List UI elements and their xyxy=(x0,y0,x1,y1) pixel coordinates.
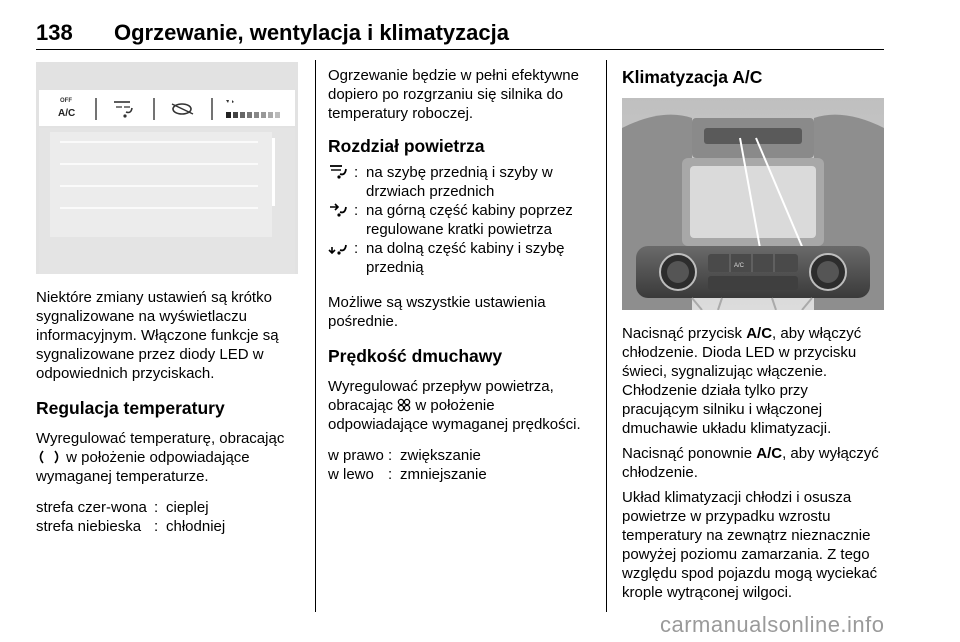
ac-on-paragraph xyxy=(622,324,888,438)
dehumidify-paragraph: Układ klimatyzacji chłodzi i osusza powietrze w przypadku wzrostu temperatury na zewnątrz nieznacznie powyżej poziomu zamarzania. Z tego względu spod pojazdu mogą wyciekać krople wytrąconej wilgoci. xyxy=(622,489,878,601)
fan-speed-text-a: Wyregulować przepływ powietrza, obracając xyxy=(328,378,554,414)
page-header xyxy=(36,12,884,50)
ac-button-ref: A/C xyxy=(756,445,783,462)
direction-term-left: w lewo xyxy=(328,466,374,483)
temperature-text-b: w położenie odpowiadające wymaganej temperaturze. xyxy=(36,449,250,485)
console-drawing xyxy=(622,98,884,310)
column-right xyxy=(622,66,888,602)
section-heading-fan-speed: Prędkość dmuchawy xyxy=(328,346,503,366)
watermark: carmanualsonline.info xyxy=(660,612,885,637)
column-divider xyxy=(315,60,316,612)
column-divider xyxy=(606,60,607,612)
temperature-zone-list xyxy=(36,498,298,536)
zone-term-red: strefa czer-wona xyxy=(36,499,147,516)
air-desc-footwell: na dolną część kabiny i szybę przednią xyxy=(366,240,565,276)
section-heading-temperature: Regulacja temperatury xyxy=(36,398,225,418)
air-desc-upper: na górną część kabiny poprzez regulowane kratki powietrza xyxy=(366,202,573,238)
air-sep: : xyxy=(354,240,359,257)
section-heading-air-distribution: Rozdział powietrza xyxy=(328,136,485,156)
zone-sep: : xyxy=(154,499,159,516)
temperature-text-a: Wyregulować temperaturę, obracając xyxy=(36,430,285,447)
intermediate-settings-note: Możliwe są wszystkie ustawienia pośrednie. xyxy=(328,294,546,330)
page-title: Ogrzewanie, wentylacja i klimatyzacja xyxy=(114,20,509,45)
heating-efficiency-paragraph: Ogrzewanie będzie w pełni efektywne dopiero po rozgrzaniu się silnika do temperatury roboczej. xyxy=(328,67,579,122)
windscreen-airflow-icon xyxy=(328,163,354,201)
photo-ac-label: A/C xyxy=(734,263,745,269)
ac-off-text-b: , aby wyłączyć chłodzenie. xyxy=(622,445,879,481)
direction-desc-decrease: zmniejszanie xyxy=(400,466,487,483)
intro-paragraph: Niektóre zmiany ustawień są krótko sygnalizowane na wyświetlaczu informacyjnym. Włączone funkcje są sygnalizowane przez diody LED w odpowiednich przyciskach. xyxy=(36,289,279,382)
temperature-paragraph xyxy=(36,429,298,486)
ac-off-label: OFF xyxy=(60,98,72,104)
fan-icon xyxy=(397,398,411,412)
air-desc-windscreen: na szybę przednią i szyby w drzwiach przednich xyxy=(366,164,553,200)
ac-button-ref: A/C xyxy=(746,325,773,342)
direction-sep: : xyxy=(388,466,393,483)
direction-desc-increase: zwiększanie xyxy=(400,447,481,464)
column-middle xyxy=(328,66,594,484)
ac-on-text-a: Nacisnąć przycisk xyxy=(622,325,743,342)
fan-direction-list xyxy=(328,446,594,484)
zone-term-blue: strefa niebieska xyxy=(36,518,142,535)
ac-on-text-b: , aby włączyć chłodzenie. Dioda LED w przycisku świeci, sygnalizując włączenie. Chłodzenie działa tylko przy pracującym silniku i włączonej dmuchawie układu klimatyzacji. xyxy=(622,325,862,437)
air-distribution-list xyxy=(328,163,594,277)
zone-sep: : xyxy=(154,518,159,535)
air-sep: : xyxy=(354,202,359,219)
direction-sep: : xyxy=(388,447,393,464)
center-console-photo xyxy=(622,98,884,310)
page-number: 138 xyxy=(36,20,73,45)
air-sep: : xyxy=(354,164,359,181)
climate-display-illustration xyxy=(36,62,298,274)
column-left xyxy=(36,62,298,536)
ac-off-paragraph xyxy=(622,444,888,482)
section-heading-air-conditioning: Klimatyzacja A/C xyxy=(622,67,763,87)
fan-speed-paragraph xyxy=(328,377,594,434)
ac-off-text-a: Nacisnąć ponownie xyxy=(622,445,753,462)
zone-desc-cooler: chłodniej xyxy=(166,518,226,535)
direction-term-right: w prawo xyxy=(328,447,384,464)
upper-body-airflow-icon xyxy=(328,201,354,239)
temperature-knob-icon xyxy=(36,450,62,464)
zone-desc-warmer: cieplej xyxy=(166,499,209,516)
footwell-airflow-icon xyxy=(328,239,354,277)
fan-speed-text-b: w położenie odpowiadające wymaganej prędkości. xyxy=(328,397,581,433)
ac-label: A/C xyxy=(58,108,76,119)
display-drawing xyxy=(36,62,298,274)
